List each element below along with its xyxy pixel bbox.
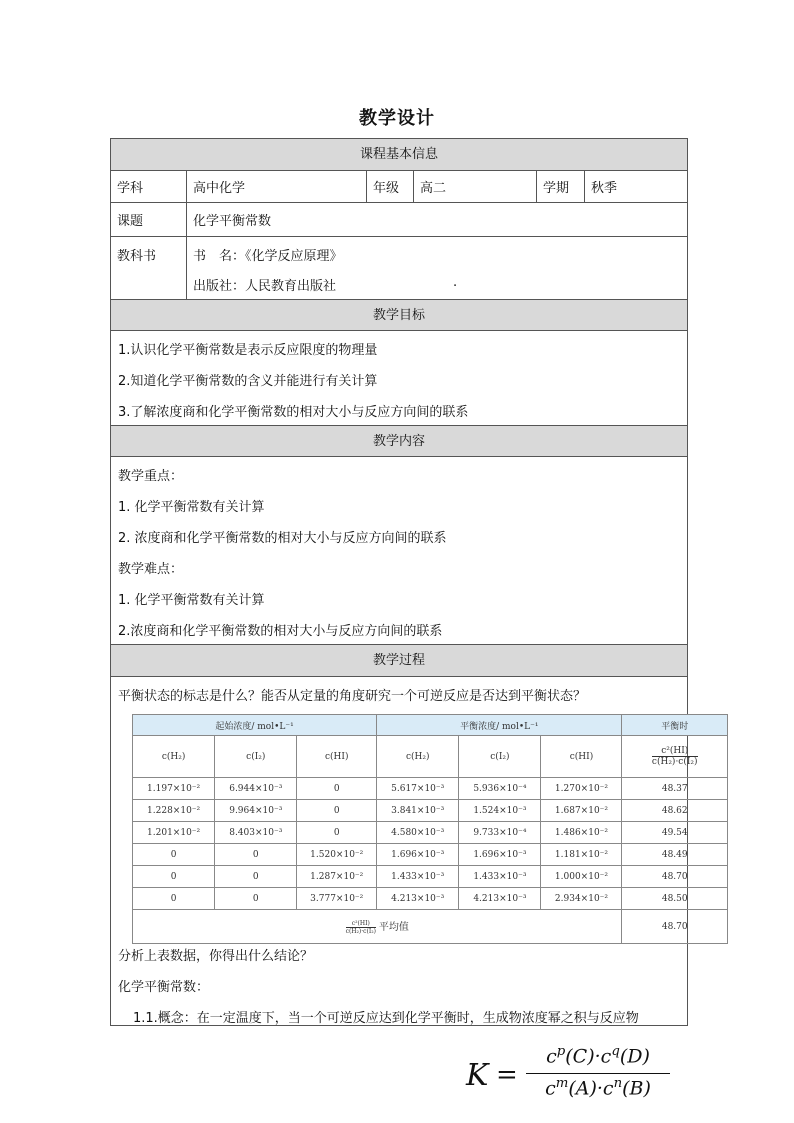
table-cell: 1.433×10⁻³ — [377, 866, 459, 888]
table-cell: 1.228×10⁻² — [133, 800, 215, 822]
table-cell: 0 — [297, 778, 377, 800]
table-cell: 1.287×10⁻² — [297, 866, 377, 888]
table-cell: 48.50 — [622, 888, 728, 910]
term-value: 秋季 — [584, 171, 687, 202]
textbook-value — [186, 237, 687, 299]
average-label: 平均值 — [378, 922, 409, 933]
table-cell: 8.403×10⁻³ — [215, 822, 297, 844]
equilibrium-concentration-header: 平衡浓度/ mol•L⁻¹ — [377, 715, 622, 736]
ratio-numerator: c²(HI) — [652, 746, 698, 757]
concept-definition: 1.1.概念：在一定温度下，当一个可逆反应达到化学平衡时，生成物浓度幂之积与反应物 — [133, 1011, 639, 1026]
table-cell: 1.687×10⁻² — [541, 800, 622, 822]
table-cell: 0 — [215, 866, 297, 888]
objectives-body — [111, 331, 687, 426]
table-cell: 1.696×10⁻³ — [459, 844, 541, 866]
info-row-topic — [111, 203, 687, 237]
table-cell: 6.944×10⁻³ — [215, 778, 297, 800]
column-header: c(H₂) — [377, 736, 459, 778]
key-points-label: 教学重点： — [118, 469, 184, 484]
table-cell: 5.936×10⁻⁴ — [459, 778, 541, 800]
equilibrium-data-table — [132, 714, 728, 935]
table-cell: 1.000×10⁻² — [541, 866, 622, 888]
table-cell: 3.777×10⁻² — [297, 888, 377, 910]
term-label: 学期 — [536, 171, 584, 202]
process-question: 平衡状态的标志是什么？能否从定量的角度研究一个可逆反应是否达到平衡状态？ — [118, 689, 587, 704]
equilibrium-constant-formula — [462, 1042, 674, 1104]
initial-concentration-header: 起始浓度/ mol•L⁻¹ — [133, 715, 377, 736]
section-process — [111, 645, 687, 677]
grade-label: 年级 — [366, 171, 413, 202]
info-row-textbook — [111, 237, 687, 300]
table-cell: 49.54 — [622, 822, 728, 844]
objective-item: 3.了解浓度商和化学平衡常数的相对大小与反应方向间的联系 — [118, 405, 469, 420]
difficult-points-label: 教学难点： — [118, 562, 184, 577]
textbook-label: 教科书 — [117, 249, 157, 264]
constant-label: 化学平衡常数： — [118, 980, 210, 995]
table-cell: 1.696×10⁻³ — [377, 844, 459, 866]
publisher-tail: . — [453, 275, 458, 290]
doc-title: 教学设计 — [359, 108, 435, 129]
average-denominator: c(H₂)·c(I₂) — [345, 928, 376, 935]
table-cell: 1.524×10⁻³ — [459, 800, 541, 822]
table-row — [133, 866, 728, 888]
section-basic-info — [111, 139, 687, 171]
table-cell: 0 — [297, 800, 377, 822]
formula-lhs: K — [466, 1058, 489, 1093]
ratio-column-header — [622, 736, 728, 778]
average-fraction — [346, 920, 376, 935]
average-numerator: c²(HI) — [346, 920, 376, 928]
table-body — [133, 778, 728, 910]
subject-value: 高中化学 — [186, 171, 366, 202]
info-row-subject — [111, 171, 687, 203]
table-cell: 9.733×10⁻⁴ — [459, 822, 541, 844]
table-cell: 0 — [215, 888, 297, 910]
difficult-point-item: 1. 化学平衡常数有关计算 — [118, 593, 265, 608]
ratio-denominator: c(H₂)·c(I₂) — [651, 757, 698, 767]
table-cell: 0 — [133, 888, 215, 910]
table-column-header — [133, 736, 728, 778]
column-header: c(I₂) — [215, 736, 297, 778]
table-cell: 1.520×10⁻² — [297, 844, 377, 866]
grade-value: 高二 — [413, 171, 536, 202]
average-label-cell — [133, 910, 622, 944]
table-cell: 1.181×10⁻² — [541, 844, 622, 866]
average-row — [133, 910, 728, 944]
section-title: 课程基本信息 — [359, 147, 438, 162]
average-value: 48.70 — [622, 910, 728, 944]
table-cell: 4.213×10⁻³ — [377, 888, 459, 910]
table-cell: 48.62 — [622, 800, 728, 822]
table-row — [133, 800, 728, 822]
section-content — [111, 426, 687, 457]
table-cell: 4.580×10⁻³ — [377, 822, 459, 844]
table-cell: 1.201×10⁻² — [133, 822, 215, 844]
table-cell: 1.433×10⁻³ — [459, 866, 541, 888]
section-title: 教学目标 — [372, 308, 425, 323]
topic-value: 化学平衡常数 — [186, 203, 687, 236]
table-cell: 0 — [297, 822, 377, 844]
column-header: c(HI) — [297, 736, 377, 778]
table-cell: 48.70 — [622, 866, 728, 888]
table-cell: 0 — [215, 844, 297, 866]
table-cell: 48.49 — [622, 844, 728, 866]
topic-label: 课题 — [117, 214, 144, 229]
table-row — [133, 888, 728, 910]
table-cell: 3.841×10⁻³ — [377, 800, 459, 822]
table-cell: 48.37 — [622, 778, 728, 800]
table-cell: 0 — [133, 844, 215, 866]
difficult-point-item: 2.浓度商和化学平衡常数的相对大小与反应方向间的联系 — [118, 624, 443, 639]
section-title: 教学过程 — [372, 653, 425, 668]
ratio-header: 平衡时 — [622, 715, 728, 736]
formula-numerator: $c^p(C)\cdot c^q(D)$ — [546, 1044, 650, 1068]
table-cell: 1.270×10⁻² — [541, 778, 622, 800]
column-header: c(I₂) — [459, 736, 541, 778]
content-body — [111, 457, 687, 645]
table-row — [133, 844, 728, 866]
table-cell: 1.197×10⁻² — [133, 778, 215, 800]
table-cell: 5.617×10⁻³ — [377, 778, 459, 800]
table-cell: 9.964×10⁻³ — [215, 800, 297, 822]
analysis-prompt: 分析上表数据，你得出什么结论？ — [118, 949, 314, 964]
key-point-item: 2. 浓度商和化学平衡常数的相对大小与反应方向间的联系 — [118, 531, 447, 546]
lesson-plan-table — [110, 138, 698, 1026]
formula-denominator: $c^m(A)\cdot c^n(B)$ — [545, 1076, 651, 1100]
ratio-fraction — [652, 746, 698, 767]
section-title: 教学内容 — [372, 434, 425, 449]
key-point-item: 1. 化学平衡常数有关计算 — [118, 500, 265, 515]
table-row — [133, 822, 728, 844]
book-name: 书 名：《化学反应原理》 — [193, 249, 343, 264]
section-objectives — [111, 300, 687, 331]
table-cell: 4.213×10⁻³ — [459, 888, 541, 910]
formula-fraction-bar — [526, 1073, 670, 1074]
table-row — [133, 778, 728, 800]
objective-item: 1.认识化学平衡常数是表示反应限度的物理量 — [118, 343, 378, 358]
publisher: 出版社：人民教育出版社 — [193, 279, 337, 294]
table-cell: 2.934×10⁻² — [541, 888, 622, 910]
column-header: c(H₂) — [133, 736, 215, 778]
table-cell: 1.486×10⁻² — [541, 822, 622, 844]
formula-equals: = — [496, 1060, 518, 1090]
objective-item: 2.知道化学平衡常数的含义并能进行有关计算 — [118, 374, 378, 389]
table-cell: 0 — [133, 866, 215, 888]
table-group-header — [133, 715, 728, 736]
subject-label: 学科 — [117, 181, 144, 196]
column-header: c(HI) — [541, 736, 622, 778]
